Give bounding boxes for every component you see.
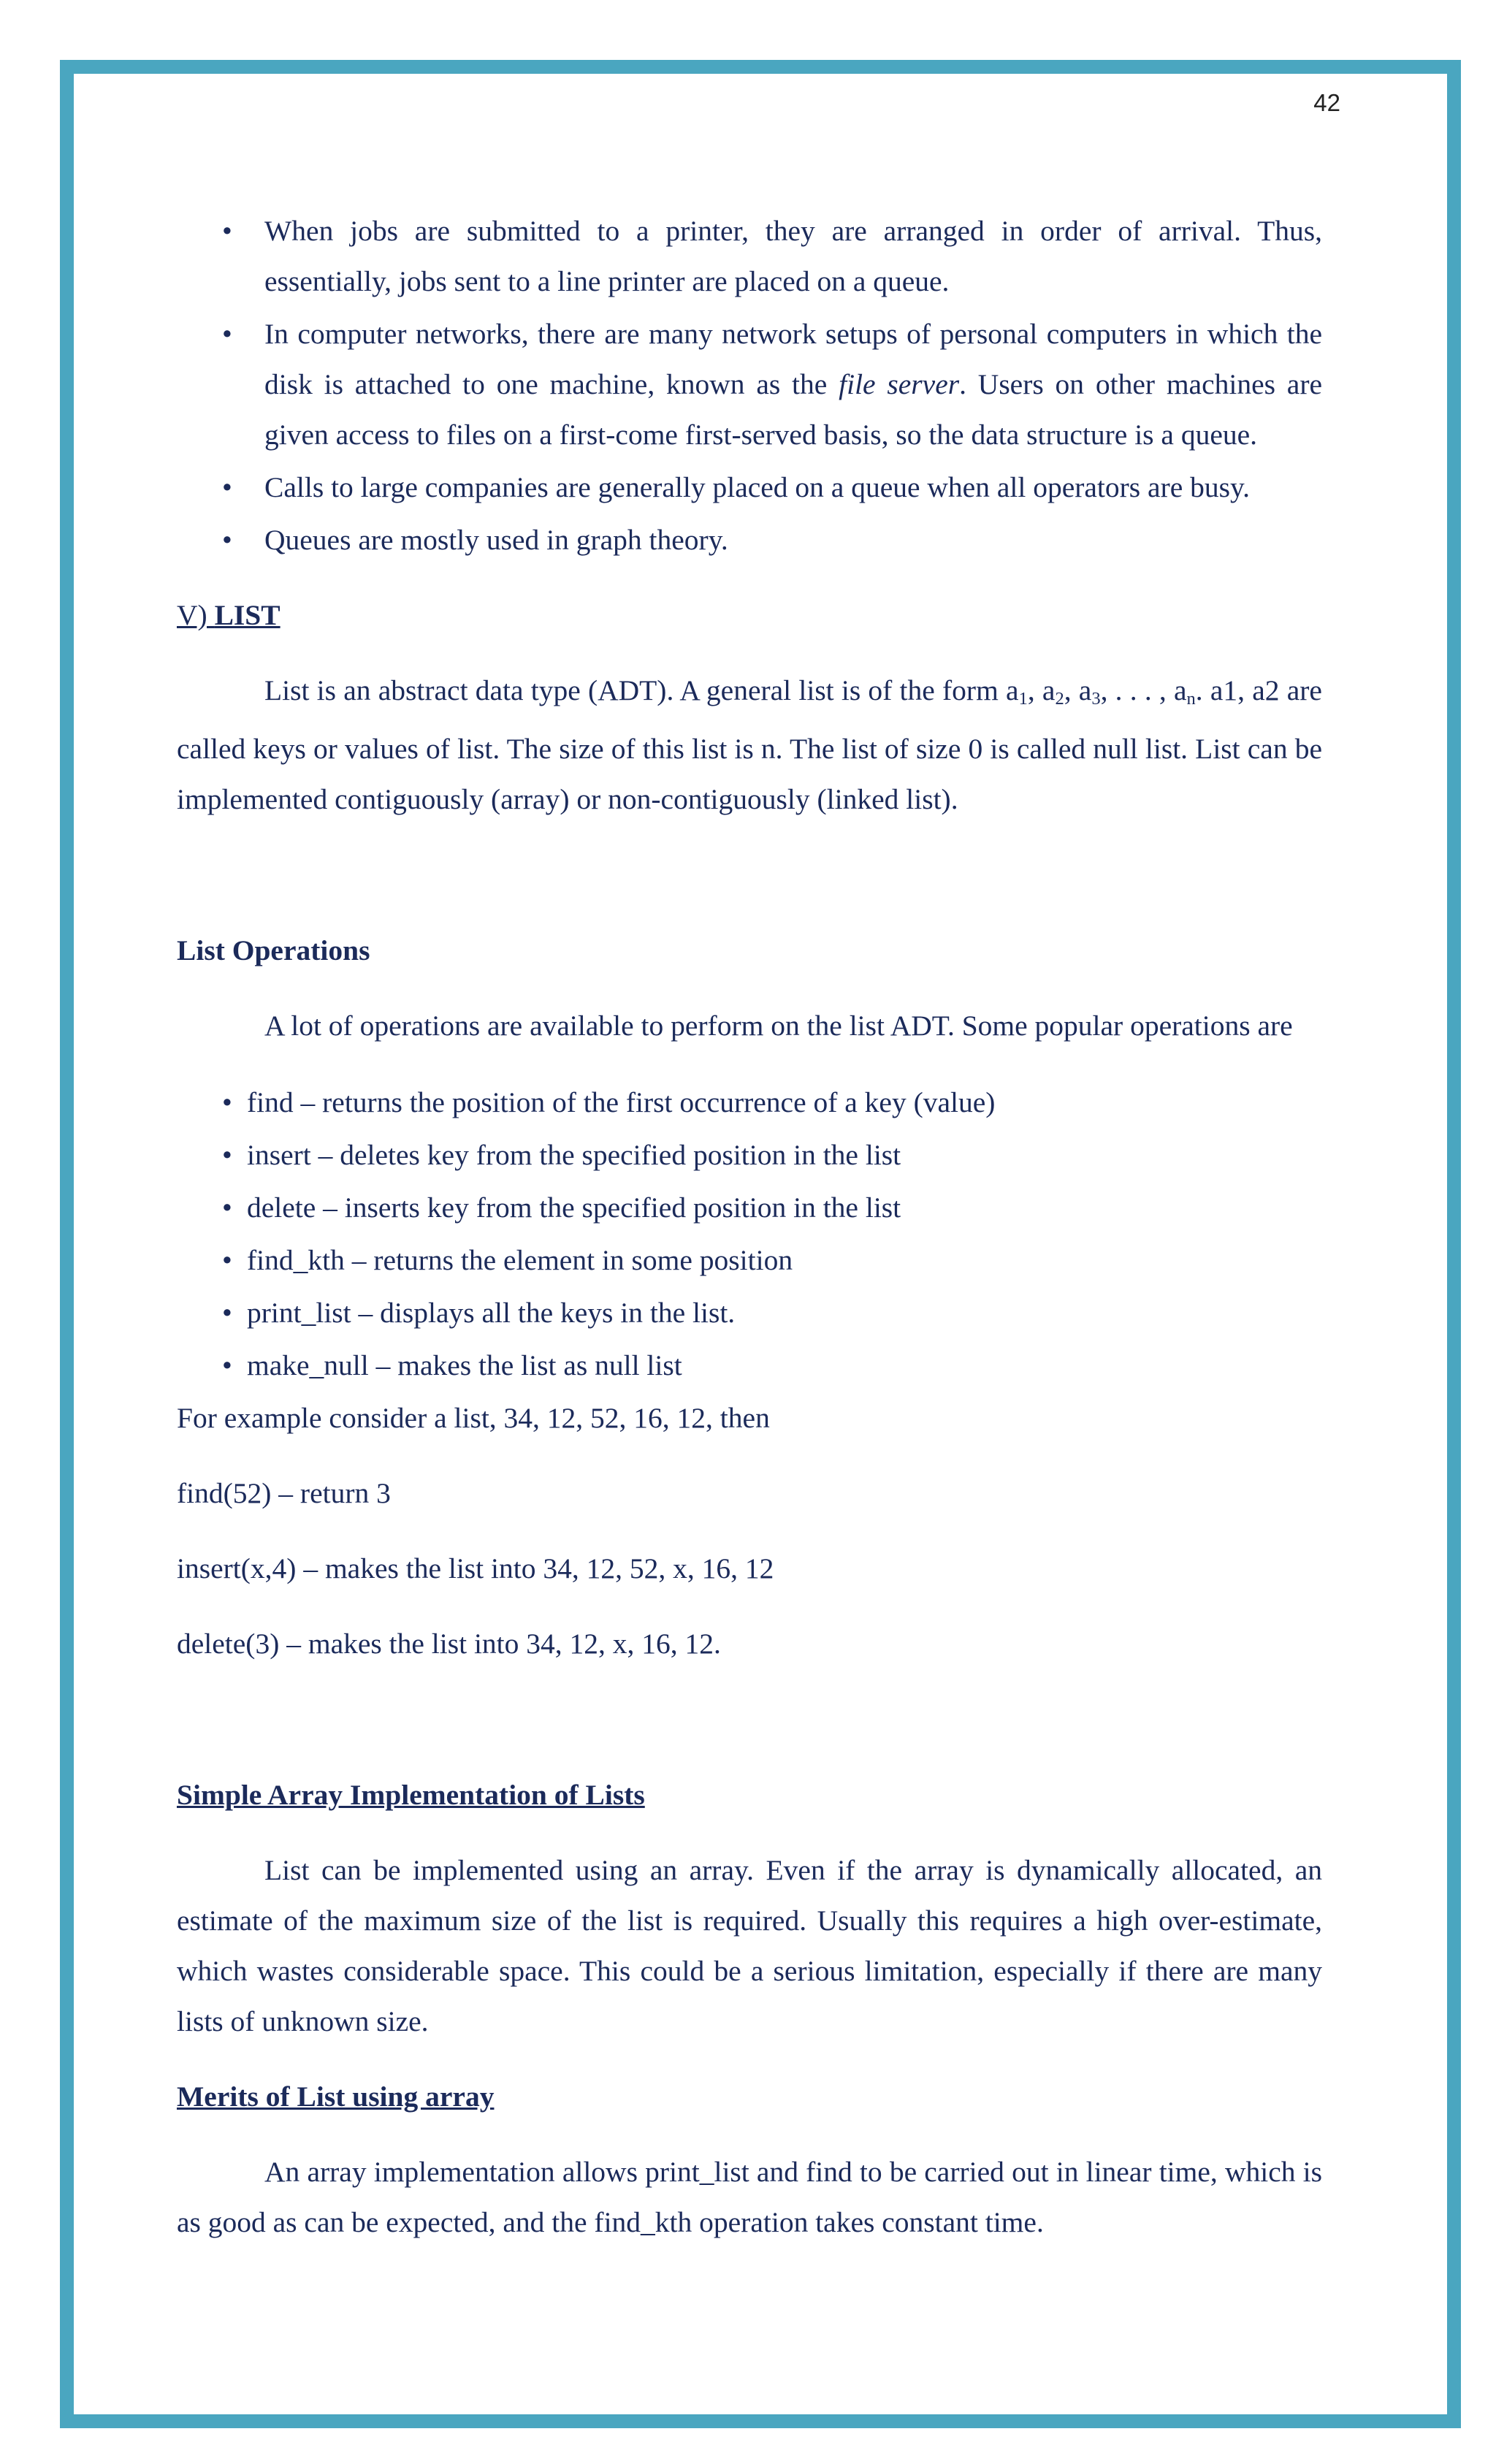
list-item <box>177 206 1322 307</box>
list-item: • delete – inserts key from the specified position in the list <box>177 1183 1322 1233</box>
list-item-text: In computer networks, there are many network setups of personal computers in which the disk is attached to one machine, known as the <box>264 318 1322 400</box>
list-item <box>177 309 1322 460</box>
list-item-text: . Users on other machines are given access to files on a first-come first-served basis, so the data structure is a queue. <box>264 368 1323 451</box>
page-content <box>177 206 1322 2248</box>
example-delete: delete(3) – makes the list into 34, 12, x, 16, 12. <box>177 1628 721 1660</box>
bullet-icon: • <box>222 1086 232 1118</box>
page-number: 42 <box>1313 89 1340 116</box>
list-intro-paragraph: List is an abstract data type (ADT). A general list is of the form $a_1$, $a_2$, $a_3$, . . . , $a_n$. a1, a2 are called keys or values of list. The size of this list is n. The list of size 0 is called null list. List can be implemented contiguously (array) or non-contiguously (linked list). <box>177 674 1322 815</box>
list-item: • make_null – makes the list as null list <box>177 1340 1322 1391</box>
bullet-icon: • <box>222 524 232 556</box>
array-impl-paragraph: List can be implemented using an array. Even if the array is dynamically allocated, an estimate of the maximum size of the list is required. Usually this requires a high over-estimate, which wastes considerable space. This could be a serious limitation, especially if there are many lists of unknown size. <box>177 1854 1322 2037</box>
merits-heading: Merits of List using array <box>177 2080 495 2113</box>
operations-list <box>177 1077 1322 1391</box>
operations-intro: A lot of operations are available to perform on the list ADT. Some popular operations are <box>264 1010 1293 1042</box>
bullet-icon: • <box>222 1349 232 1381</box>
section-prefix: V) <box>177 599 215 631</box>
bullet-icon: • <box>222 471 232 503</box>
list-item: • insert – deletes key from the specified position in the list <box>177 1130 1322 1180</box>
array-impl-heading: Simple Array Implementation of Lists <box>177 1779 645 1811</box>
section-heading-list <box>177 590 1322 641</box>
operations-heading: List Operations <box>177 934 370 966</box>
example-intro: For example consider a list, 34, 12, 52, 16, 12, then <box>177 1402 770 1434</box>
list-item-text: Queues are mostly used in graph theory. <box>264 524 728 556</box>
bullet-icon: • <box>222 1191 232 1224</box>
queue-applications-list <box>177 206 1322 565</box>
bullet-icon: • <box>222 318 232 350</box>
list-item-text: When jobs are submitted to a printer, they are arranged in order of arrival. Thus, essentially, jobs sent to a line printer are placed on a queue. <box>264 215 1322 297</box>
example-find: find(52) – return 3 <box>177 1477 391 1509</box>
file-server-term: file server <box>839 368 960 400</box>
list-item-text: Calls to large companies are generally placed on a queue when all operators are busy. <box>264 471 1251 503</box>
list-item <box>177 515 1322 565</box>
list-item: • find – returns the position of the first occurrence of a key (value) <box>177 1077 1322 1128</box>
bullet-icon: • <box>222 1297 232 1329</box>
example-insert: insert(x,4) – makes the list into 34, 12, 52, x, 16, 12 <box>177 1552 774 1584</box>
list-item: • find_kth – returns the element in some position <box>177 1235 1322 1286</box>
section-title: LIST <box>214 599 280 631</box>
list-item: • print_list – displays all the keys in the list. <box>177 1288 1322 1338</box>
bullet-icon: • <box>222 1244 232 1276</box>
bullet-icon: • <box>222 215 232 247</box>
list-item <box>177 462 1322 513</box>
merits-paragraph: An array implementation allows print_list and find to be carried out in linear time, which is as good as can be expected, and the find_kth operation takes constant time. <box>177 2156 1322 2238</box>
bullet-icon: • <box>222 1139 232 1171</box>
